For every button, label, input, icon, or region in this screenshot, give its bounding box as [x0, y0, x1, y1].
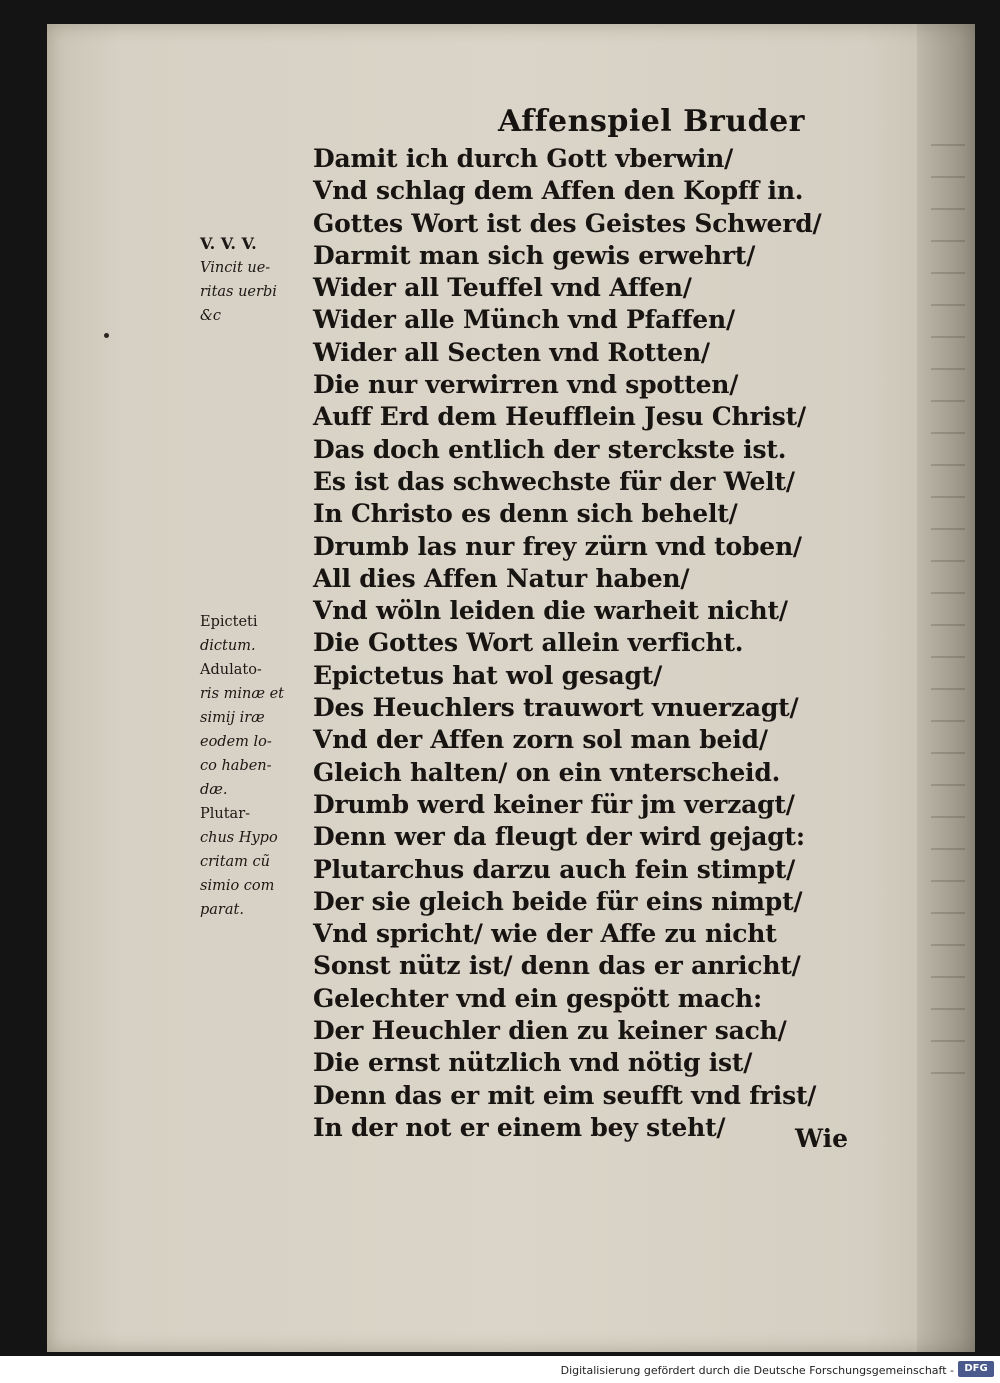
verse-line: Die ernst nützlich vnd nötig ist/ — [313, 1048, 753, 1078]
dfg-logo: DFG — [958, 1361, 994, 1377]
margin-note-line: simij iræ — [200, 710, 265, 726]
margin-note-line: Plutar- — [200, 806, 251, 822]
verse-line: Vnd schlag dem Affen den Kopff in. — [313, 176, 804, 206]
margin-note-line: dæ. — [200, 782, 228, 798]
margin-note-line: ritas uerbi — [200, 284, 277, 300]
verse-line: Vnd wöln leiden die warheit nicht/ — [313, 596, 788, 626]
verse-line: Denn das er mit eim seufft vnd frist/ — [313, 1080, 817, 1110]
margin-note-line: Adulato- — [200, 662, 262, 678]
verse-line: Epictetus hat wol gesagt/ — [313, 660, 663, 690]
margin-note-line: Epicteti — [200, 614, 258, 630]
verse-line: Gleich halten/ on ein vnterscheid. — [313, 757, 781, 787]
margin-note-line: ris minæ et — [200, 686, 284, 702]
verse-line: Darmit man sich gewis erwehrt/ — [313, 240, 756, 270]
funding-credit: Digitalisierung gefördert durch die Deutsche Forschungsgemeinschaft - — [560, 1364, 954, 1377]
bleed-marks — [931, 144, 971, 1104]
margin-note-line: &c — [200, 308, 222, 324]
verse-line: Wider all Teuffel vnd Affen/ — [313, 273, 692, 303]
verse-line: In Christo es denn sich behelt/ — [313, 499, 738, 529]
catchword: Wie — [795, 1124, 849, 1153]
verse-line: Gottes Wort ist des Geistes Schwerd/ — [313, 208, 822, 238]
verse-line: Plutarchus darzu auch fein stimpt/ — [313, 854, 796, 884]
verse-line: In der not er einem bey steht/ — [313, 1112, 726, 1142]
verse-line: Auff Erd dem Heufflein Jesu Christ/ — [313, 402, 806, 432]
verse-line: Damit ich durch Gott vberwin/ — [313, 144, 734, 173]
margin-note-line: critam cũ — [200, 854, 270, 870]
verse-line: All dies Affen Natur haben/ — [313, 563, 690, 593]
verse-line: Des Heuchlers trauwort vnuerzagt/ — [313, 693, 799, 723]
verse-line: Sonst nütz ist/ denn das er anricht/ — [313, 951, 801, 981]
margin-note-line: parat. — [200, 902, 244, 918]
verse-line: Der Heuchler dien zu keiner sach/ — [313, 1016, 787, 1046]
verse-line: Drumb las nur frey zürn vnd toben/ — [313, 531, 802, 561]
margin-note-vincit — [200, 232, 277, 328]
show-through-bleed — [917, 24, 975, 1352]
verse-line: Die Gottes Wort allein verficht. — [313, 628, 744, 658]
verse-line: Wider all Secten vnd Rotten/ — [313, 337, 710, 367]
verse-line: Gelechter vnd ein gespött mach: — [313, 983, 763, 1013]
margin-note-line: simio com — [200, 878, 275, 894]
margin-note-line: co haben- — [200, 758, 272, 774]
margin-note-line: chus Hypo — [200, 830, 278, 846]
running-head: Affenspiel Bruder — [498, 104, 805, 139]
verse-line: Der sie gleich beide für eins nimpt/ — [313, 886, 803, 916]
verse-line: Vnd der Affen zorn sol man beid/ — [313, 725, 768, 755]
footer-bar — [0, 1356, 1000, 1383]
margin-note-line: dictum. — [200, 638, 256, 654]
margin-note-line: V. V. V. — [200, 234, 257, 253]
verse-line: Vnd spricht/ wie der Affe zu nicht — [313, 919, 777, 949]
verse-line: Die nur verwirren vnd spotten/ — [313, 370, 739, 400]
margin-note-line: Vincit ue- — [200, 260, 271, 276]
margin-note-epicteti — [200, 610, 284, 922]
verse-line: Das doch entlich der sterckste ist. — [313, 434, 787, 464]
verse-line: Denn wer da fleugt der wird gejagt: — [313, 822, 805, 852]
verse-line: Drumb werd keiner für jm verzagt/ — [313, 789, 795, 819]
ink-speck — [104, 333, 109, 338]
margin-note-line: eodem lo- — [200, 734, 272, 750]
verse-line: Es ist das schwechste für der Welt/ — [313, 466, 795, 496]
verse-line: Wider alle Münch vnd Pfaffen/ — [313, 305, 735, 335]
verse-text — [313, 143, 821, 1144]
